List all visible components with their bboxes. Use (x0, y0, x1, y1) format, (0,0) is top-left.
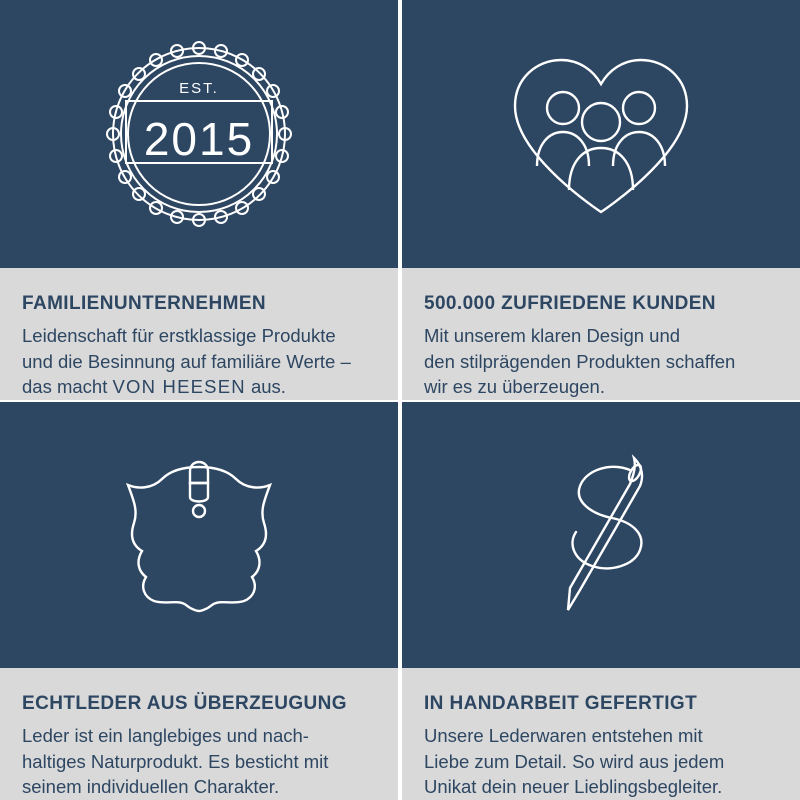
est-label: EST. (179, 79, 219, 97)
feature-body-line3-pre: seinem individuellen Charakter. (22, 776, 280, 798)
feature-body-line1: Unsere Lederwaren entstehen mit (424, 725, 703, 747)
feature-body (22, 323, 376, 400)
feature-body-line2: und die Besinnung auf familiäre Werte – (22, 350, 351, 372)
est-2015-badge-icon (104, 39, 294, 229)
icon-panel-leather-hide (0, 400, 400, 668)
feature-body-line3-pre: Unikat dein neuer Lieblingsbegleiter. (424, 776, 723, 798)
feature-body-line1: Leder ist ein langlebiges und nach- (22, 725, 309, 747)
feature-body (424, 723, 778, 800)
heart-with-people-icon (501, 44, 701, 224)
text-panel-handarbeit (400, 668, 800, 800)
brand-name: VON HEESEN (112, 376, 246, 398)
needle-and-thread-icon (506, 440, 696, 630)
feature-heading: 500.000 ZUFRIEDENE KUNDEN (424, 292, 716, 314)
text-panel-echtleder (0, 668, 400, 800)
feature-cell-handarbeit (400, 400, 800, 800)
leather-hide-tag-icon (104, 445, 294, 625)
feature-heading: ECHTLEDER AUS ÜBERZEUGUNG (22, 692, 347, 714)
feature-heading: IN HANDARBEIT GEFERTIGT (424, 692, 698, 714)
feature-body-line2: Liebe zum Detail. So wird aus jedem (424, 750, 725, 772)
text-panel-familienunternehmen (0, 268, 400, 400)
feature-body-line2: den stilprägenden Produkten schaffen (424, 350, 736, 372)
feature-body-line2: haltiges Naturprodukt. Es besticht mit (22, 750, 329, 772)
feature-heading: FAMILIENUNTERNEHMEN (22, 292, 267, 314)
feature-body-line1: Mit unserem klaren Design und (424, 325, 681, 347)
icon-panel-heart-people (400, 0, 800, 268)
icon-panel-needle-thread (400, 400, 800, 668)
est-year: 2015 (143, 112, 255, 165)
text-panel-zufriedene-kunden (400, 268, 800, 400)
feature-body (424, 323, 778, 400)
feature-body-line3-pre: das macht (22, 376, 113, 398)
feature-cell-familienunternehmen (0, 0, 400, 400)
feature-body-line3-pre: wir es zu überzeugen. (424, 376, 605, 398)
feature-body (22, 723, 376, 800)
feature-cell-echtleder (0, 400, 400, 800)
feature-body-line1: Leidenschaft für erstklassige Produkte (22, 325, 336, 347)
feature-cell-zufriedene-kunden (400, 0, 800, 400)
feature-body-line3-post: aus. (245, 376, 286, 398)
icon-panel-est-2015 (0, 0, 400, 268)
